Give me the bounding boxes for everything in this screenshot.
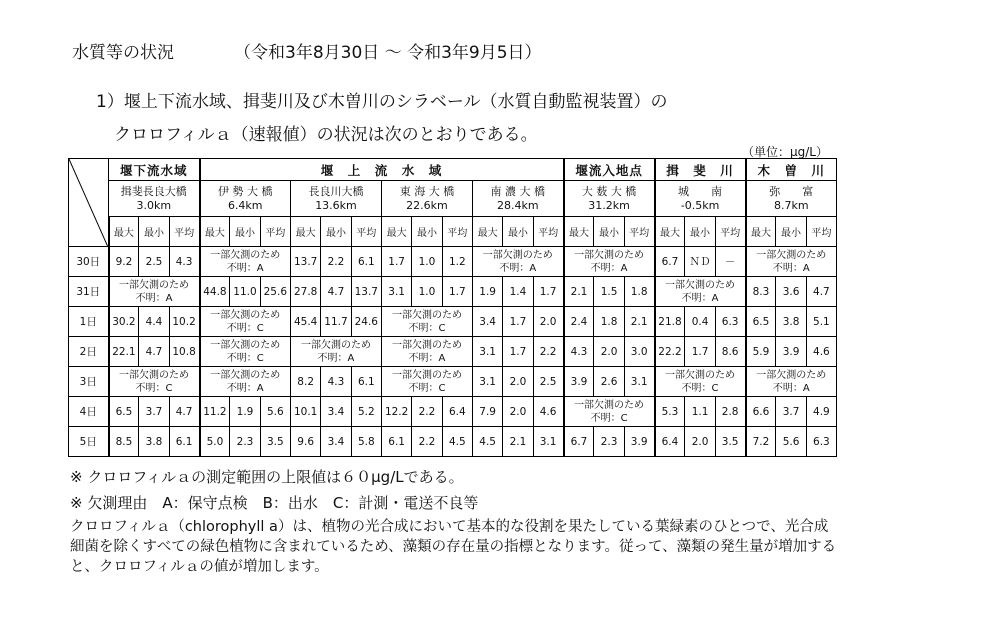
missing-data-note bbox=[381, 367, 472, 397]
value-cell: 27.8 bbox=[290, 277, 320, 307]
missing-note-line-2: 不明：C bbox=[226, 352, 264, 364]
day-cell: 3日 bbox=[69, 367, 109, 397]
value-cell: 1.2 bbox=[442, 247, 472, 277]
missing-note-line-2: 不明：C bbox=[408, 382, 446, 394]
subheader-cell: 最大 bbox=[381, 217, 411, 247]
diagonal-line-icon bbox=[69, 159, 108, 246]
subheader-cell: 最大 bbox=[472, 217, 502, 247]
missing-note-line-2: 不明：C bbox=[226, 322, 264, 334]
group-header: 堰 上 流 水 域 bbox=[200, 159, 564, 181]
value-cell: 4.7 bbox=[139, 337, 169, 367]
group-header: 堰流入地点 bbox=[564, 159, 655, 181]
value-cell: 4.3 bbox=[169, 247, 199, 277]
missing-data-note bbox=[200, 307, 291, 337]
subheader-cell: 平均 bbox=[533, 217, 563, 247]
value-cell: 2.1 bbox=[624, 307, 654, 337]
value-cell: 2.0 bbox=[503, 367, 533, 397]
value-cell: 3.7 bbox=[139, 397, 169, 427]
value-cell: 10.2 bbox=[169, 307, 199, 337]
value-cell: 7.2 bbox=[746, 427, 776, 457]
station-km: 31.2km bbox=[588, 198, 630, 212]
value-cell: 3.4 bbox=[321, 397, 351, 427]
footnote-upper-limit: ※ クロロフィルａの測定範囲の上限値は６０μg/Lである。 bbox=[70, 468, 464, 486]
missing-data-note bbox=[200, 247, 291, 277]
subheader-cell: 平均 bbox=[806, 217, 836, 247]
value-cell: 4.9 bbox=[806, 397, 836, 427]
value-cell: 1.0 bbox=[412, 247, 442, 277]
value-cell: 6.7 bbox=[655, 247, 685, 277]
subheader-cell: 最小 bbox=[503, 217, 533, 247]
missing-data-note bbox=[746, 367, 837, 397]
subheader-cell: 平均 bbox=[624, 217, 654, 247]
value-cell: 1.7 bbox=[503, 307, 533, 337]
value-cell: 2.2 bbox=[412, 427, 442, 457]
subheader-cell: 平均 bbox=[169, 217, 199, 247]
value-cell: 6.3 bbox=[806, 427, 836, 457]
value-cell: 4.7 bbox=[321, 277, 351, 307]
station-km: 13.6km bbox=[315, 198, 357, 212]
value-cell: 5.6 bbox=[260, 397, 290, 427]
value-cell: 3.9 bbox=[776, 337, 806, 367]
missing-note-line-2: 不明：C bbox=[408, 322, 446, 334]
value-cell: 1.7 bbox=[533, 277, 563, 307]
value-cell: 3.9 bbox=[564, 367, 594, 397]
value-cell: 6.4 bbox=[442, 397, 472, 427]
group-header: 堰下流水域 bbox=[109, 159, 200, 181]
station-name: 城 南 bbox=[678, 184, 723, 198]
value-cell: 4.7 bbox=[169, 397, 199, 427]
missing-note-line-1: 一部欠測のため bbox=[665, 279, 736, 291]
missing-data-note bbox=[200, 337, 291, 367]
value-cell: 21.8 bbox=[655, 307, 685, 337]
value-cell: 1.1 bbox=[685, 397, 715, 427]
value-cell: 5.0 bbox=[200, 427, 230, 457]
missing-data-note bbox=[655, 367, 746, 397]
missing-note-line-1: 一部欠測のため bbox=[574, 249, 645, 261]
value-cell: 3.1 bbox=[472, 337, 502, 367]
missing-note-line-2: 不明：A bbox=[681, 292, 719, 304]
station-header bbox=[746, 181, 837, 217]
value-cell: 4.3 bbox=[321, 367, 351, 397]
value-cell: 2.1 bbox=[564, 277, 594, 307]
value-cell: 10.1 bbox=[290, 397, 320, 427]
value-cell: 4.5 bbox=[442, 427, 472, 457]
value-cell: 5.1 bbox=[806, 307, 836, 337]
value-cell: 1.7 bbox=[685, 337, 715, 367]
value-cell: 4.3 bbox=[564, 337, 594, 367]
value-cell: 3.4 bbox=[472, 307, 502, 337]
value-cell: 11.0 bbox=[230, 277, 260, 307]
value-cell: 22.1 bbox=[109, 337, 139, 367]
station-header bbox=[381, 181, 472, 217]
value-cell: 5.9 bbox=[746, 337, 776, 367]
station-name: 南 濃 大 橋 bbox=[490, 184, 546, 198]
value-cell: 2.0 bbox=[594, 337, 624, 367]
day-cell: 5日 bbox=[69, 427, 109, 457]
value-cell: 1.7 bbox=[503, 337, 533, 367]
value-cell: 6.1 bbox=[381, 427, 411, 457]
subheader-cell: 平均 bbox=[260, 217, 290, 247]
value-cell: 22.2 bbox=[655, 337, 685, 367]
value-cell: 2.0 bbox=[685, 427, 715, 457]
subheader-cell: 平均 bbox=[715, 217, 745, 247]
value-cell: 13.7 bbox=[290, 247, 320, 277]
value-cell: 12.2 bbox=[381, 397, 411, 427]
subheader-cell: 最小 bbox=[776, 217, 806, 247]
value-cell: 3.9 bbox=[624, 427, 654, 457]
day-cell: 31日 bbox=[69, 277, 109, 307]
value-cell: 1.4 bbox=[503, 277, 533, 307]
missing-note-line-2: 不明：A bbox=[226, 262, 264, 274]
missing-note-line-2: 不明：A bbox=[499, 262, 537, 274]
station-km: 6.4km bbox=[227, 198, 263, 212]
value-cell: 6.7 bbox=[564, 427, 594, 457]
missing-note-line-2: 不明：C bbox=[681, 382, 719, 394]
subheader-cell: 最小 bbox=[594, 217, 624, 247]
value-cell: 3.8 bbox=[139, 427, 169, 457]
station-name: 弥 富 bbox=[769, 184, 814, 198]
value-cell: 9.2 bbox=[109, 247, 139, 277]
subheader-row bbox=[69, 217, 837, 247]
value-cell: 11.2 bbox=[200, 397, 230, 427]
value-cell: 1.7 bbox=[381, 247, 411, 277]
period-range: （令和3年8月30日 ～ 令和3年9月5日） bbox=[234, 43, 542, 63]
value-cell: 1.7 bbox=[442, 277, 472, 307]
value-cell: 4.6 bbox=[533, 397, 563, 427]
chlorophyll-table bbox=[68, 158, 837, 457]
missing-note-line-1: 一部欠測のため bbox=[119, 369, 189, 381]
value-cell: 6.5 bbox=[109, 397, 139, 427]
station-name: 伊 勢 大 橋 bbox=[217, 184, 273, 198]
station-km: 28.4km bbox=[496, 198, 539, 212]
missing-note-line-2: 不明：A bbox=[226, 382, 264, 394]
value-cell: 3.1 bbox=[472, 367, 502, 397]
missing-note-line-2: 不明：A bbox=[135, 292, 173, 304]
table-row bbox=[69, 397, 837, 427]
table-body bbox=[69, 247, 837, 457]
value-cell: 6.3 bbox=[715, 307, 745, 337]
value-cell: 5.8 bbox=[351, 427, 381, 457]
value-cell: 9.6 bbox=[290, 427, 320, 457]
subheader-cell: 平均 bbox=[442, 217, 472, 247]
subheader-cell: 最大 bbox=[564, 217, 594, 247]
day-cell: 4日 bbox=[69, 397, 109, 427]
value-cell: 3.1 bbox=[381, 277, 411, 307]
station-km: -0.5km bbox=[680, 198, 720, 212]
station-header bbox=[200, 181, 291, 217]
unit-label: （単位：μg/L） bbox=[742, 145, 828, 159]
subheader-cell: 最大 bbox=[290, 217, 320, 247]
day-cell: 30日 bbox=[69, 247, 109, 277]
station-header-row bbox=[69, 181, 837, 217]
missing-note-line-1: 一部欠測のため bbox=[482, 249, 553, 261]
value-cell: 2.2 bbox=[412, 397, 442, 427]
missing-note-line-1: 一部欠測のため bbox=[391, 369, 462, 381]
value-cell: 1.8 bbox=[594, 307, 624, 337]
value-cell: 2.5 bbox=[139, 247, 169, 277]
day-cell: 1日 bbox=[69, 307, 109, 337]
value-cell: 6.1 bbox=[169, 427, 199, 457]
value-cell: 3.0 bbox=[624, 337, 654, 367]
value-cell: 1.9 bbox=[472, 277, 502, 307]
subheader-cell: 最小 bbox=[412, 217, 442, 247]
value-cell: 6.4 bbox=[655, 427, 685, 457]
subheader-cell: 平均 bbox=[351, 217, 381, 247]
value-cell: 6.1 bbox=[351, 247, 381, 277]
subheader-cell: 最大 bbox=[109, 217, 139, 247]
value-cell: 2.5 bbox=[533, 367, 563, 397]
missing-data-note bbox=[564, 397, 655, 427]
station-header bbox=[290, 181, 381, 217]
value-cell: 1.5 bbox=[594, 277, 624, 307]
station-km: 22.6km bbox=[406, 198, 448, 212]
station-name: 東 海 大 橋 bbox=[399, 184, 455, 198]
table-row bbox=[69, 367, 837, 397]
missing-note-line-2: 不明：A bbox=[590, 262, 628, 274]
value-cell: 3.1 bbox=[624, 367, 654, 397]
missing-note-line-1: 一部欠測のため bbox=[210, 249, 281, 261]
missing-data-note bbox=[290, 337, 381, 367]
value-cell: 8.6 bbox=[715, 337, 745, 367]
value-cell: 8.5 bbox=[109, 427, 139, 457]
value-cell: 5.2 bbox=[351, 397, 381, 427]
value-cell: 3.8 bbox=[776, 307, 806, 337]
value-cell: 8.3 bbox=[746, 277, 776, 307]
subheader-cell: 最小 bbox=[685, 217, 715, 247]
missing-note-line-1: 一部欠測のため bbox=[391, 339, 462, 351]
value-cell: 11.7 bbox=[321, 307, 351, 337]
table-row bbox=[69, 337, 837, 367]
missing-note-line-1: 一部欠測のため bbox=[119, 279, 189, 291]
table-row bbox=[69, 307, 837, 337]
missing-data-note bbox=[564, 247, 655, 277]
intro-line-1: 1）堰上下流水域、揖斐川及び木曽川のシラベール（水質自動監視装置）の bbox=[96, 92, 668, 112]
missing-data-note bbox=[381, 307, 472, 337]
missing-note-line-2: 不明：C bbox=[590, 412, 628, 424]
value-cell: 1.8 bbox=[624, 277, 654, 307]
missing-note-line-2: 不明：A bbox=[772, 382, 810, 394]
footnote-missing-reasons: ※ 欠測理由 A：保守点検 B：出水 C：計測・電送不良等 bbox=[70, 494, 479, 512]
value-cell: 2.1 bbox=[503, 427, 533, 457]
value-cell: 2.2 bbox=[321, 247, 351, 277]
station-name: 揖斐長良大橋 bbox=[120, 184, 187, 198]
value-cell: － bbox=[715, 247, 745, 277]
value-cell: 30.2 bbox=[109, 307, 139, 337]
missing-note-line-1: 一部欠測のため bbox=[210, 309, 281, 321]
missing-note-line-1: 一部欠測のため bbox=[756, 369, 827, 381]
page-title: 水質等の状況 bbox=[72, 43, 174, 63]
station-header bbox=[564, 181, 655, 217]
missing-data-note bbox=[746, 247, 837, 277]
station-header bbox=[472, 181, 563, 217]
station-km: 8.7km bbox=[774, 198, 809, 212]
missing-note-line-2: 不明：A bbox=[408, 352, 446, 364]
intro-text bbox=[96, 86, 667, 152]
station-km: 3.0km bbox=[136, 198, 172, 212]
value-cell: 5.6 bbox=[776, 427, 806, 457]
value-cell: 3.7 bbox=[776, 397, 806, 427]
missing-data-note bbox=[109, 367, 200, 397]
missing-note-line-1: 一部欠測のため bbox=[756, 249, 827, 261]
station-header bbox=[109, 181, 200, 217]
missing-note-line-1: 一部欠測のため bbox=[665, 369, 736, 381]
value-cell: 1.0 bbox=[412, 277, 442, 307]
value-cell: 1.9 bbox=[230, 397, 260, 427]
subheader-cell: 最大 bbox=[200, 217, 230, 247]
description-paragraph: クロロフィルａ（chlorophyll a）は、植物の光合成において基本的な役割を果たしている葉緑素のひとつで、光合成細菌を除くすべての緑色植物に含まれているため、藻類の存在量の指標となります。従って、藻類の発生量が増加すると、クロロフィルａの値が増加します。 bbox=[70, 519, 837, 575]
value-cell: 0.4 bbox=[685, 307, 715, 337]
subheader-cell: 最小 bbox=[230, 217, 260, 247]
value-cell: 3.5 bbox=[715, 427, 745, 457]
value-cell: 6.1 bbox=[351, 367, 381, 397]
group-header-row bbox=[69, 159, 837, 181]
value-cell: 6.5 bbox=[746, 307, 776, 337]
value-cell: 45.4 bbox=[290, 307, 320, 337]
value-cell: 3.4 bbox=[321, 427, 351, 457]
value-cell: 2.8 bbox=[715, 397, 745, 427]
missing-note-line-1: 一部欠測のため bbox=[210, 339, 281, 351]
value-cell: 2.0 bbox=[533, 307, 563, 337]
missing-data-note bbox=[109, 277, 200, 307]
value-cell: 3.5 bbox=[260, 427, 290, 457]
table-row bbox=[69, 277, 837, 307]
table-row bbox=[69, 427, 837, 457]
missing-data-note bbox=[472, 247, 563, 277]
value-cell: 2.2 bbox=[533, 337, 563, 367]
value-cell: ＮＤ bbox=[685, 247, 715, 277]
missing-note-line-2: 不明：C bbox=[135, 382, 173, 394]
value-cell: 2.6 bbox=[594, 367, 624, 397]
value-cell: 3.1 bbox=[533, 427, 563, 457]
value-cell: 7.9 bbox=[472, 397, 502, 427]
group-header: 揖 斐 川 bbox=[655, 159, 746, 181]
subheader-cell: 最大 bbox=[746, 217, 776, 247]
value-cell: 4.7 bbox=[806, 277, 836, 307]
intro-line-2: クロロフィルａ（速報値）の状況は次のとおりである。 bbox=[114, 125, 538, 145]
value-cell: 4.5 bbox=[472, 427, 502, 457]
value-cell: 4.6 bbox=[806, 337, 836, 367]
value-cell: 25.6 bbox=[260, 277, 290, 307]
value-cell: 8.2 bbox=[290, 367, 320, 397]
value-cell: 13.7 bbox=[351, 277, 381, 307]
missing-note-line-1: 一部欠測のため bbox=[300, 339, 371, 351]
value-cell: 3.6 bbox=[776, 277, 806, 307]
subheader-cell: 最小 bbox=[139, 217, 169, 247]
corner-cell bbox=[69, 159, 109, 247]
missing-note-line-1: 一部欠測のため bbox=[391, 309, 462, 321]
value-cell: 5.3 bbox=[655, 397, 685, 427]
subheader-cell: 最大 bbox=[655, 217, 685, 247]
missing-data-note bbox=[381, 337, 472, 367]
value-cell: 2.4 bbox=[564, 307, 594, 337]
subheader-cell: 最小 bbox=[321, 217, 351, 247]
missing-note-line-1: 一部欠測のため bbox=[574, 399, 645, 411]
value-cell: 10.8 bbox=[169, 337, 199, 367]
value-cell: 24.6 bbox=[351, 307, 381, 337]
missing-note-line-1: 一部欠測のため bbox=[210, 369, 281, 381]
missing-data-note bbox=[200, 367, 291, 397]
missing-note-line-2: 不明：A bbox=[772, 262, 810, 274]
value-cell: 2.0 bbox=[503, 397, 533, 427]
page-title-line bbox=[72, 38, 542, 63]
missing-note-line-2: 不明：A bbox=[317, 352, 355, 364]
value-cell: 6.6 bbox=[746, 397, 776, 427]
day-cell: 2日 bbox=[69, 337, 109, 367]
table-row bbox=[69, 247, 837, 277]
value-cell: 2.3 bbox=[594, 427, 624, 457]
group-header: 木 曽 川 bbox=[746, 159, 837, 181]
missing-data-note bbox=[655, 277, 746, 307]
station-name: 長良川大橋 bbox=[308, 184, 364, 198]
value-cell: 2.3 bbox=[230, 427, 260, 457]
station-name: 大 薮 大 橋 bbox=[581, 184, 637, 198]
value-cell: 44.8 bbox=[200, 277, 230, 307]
value-cell: 4.4 bbox=[139, 307, 169, 337]
station-header bbox=[655, 181, 746, 217]
